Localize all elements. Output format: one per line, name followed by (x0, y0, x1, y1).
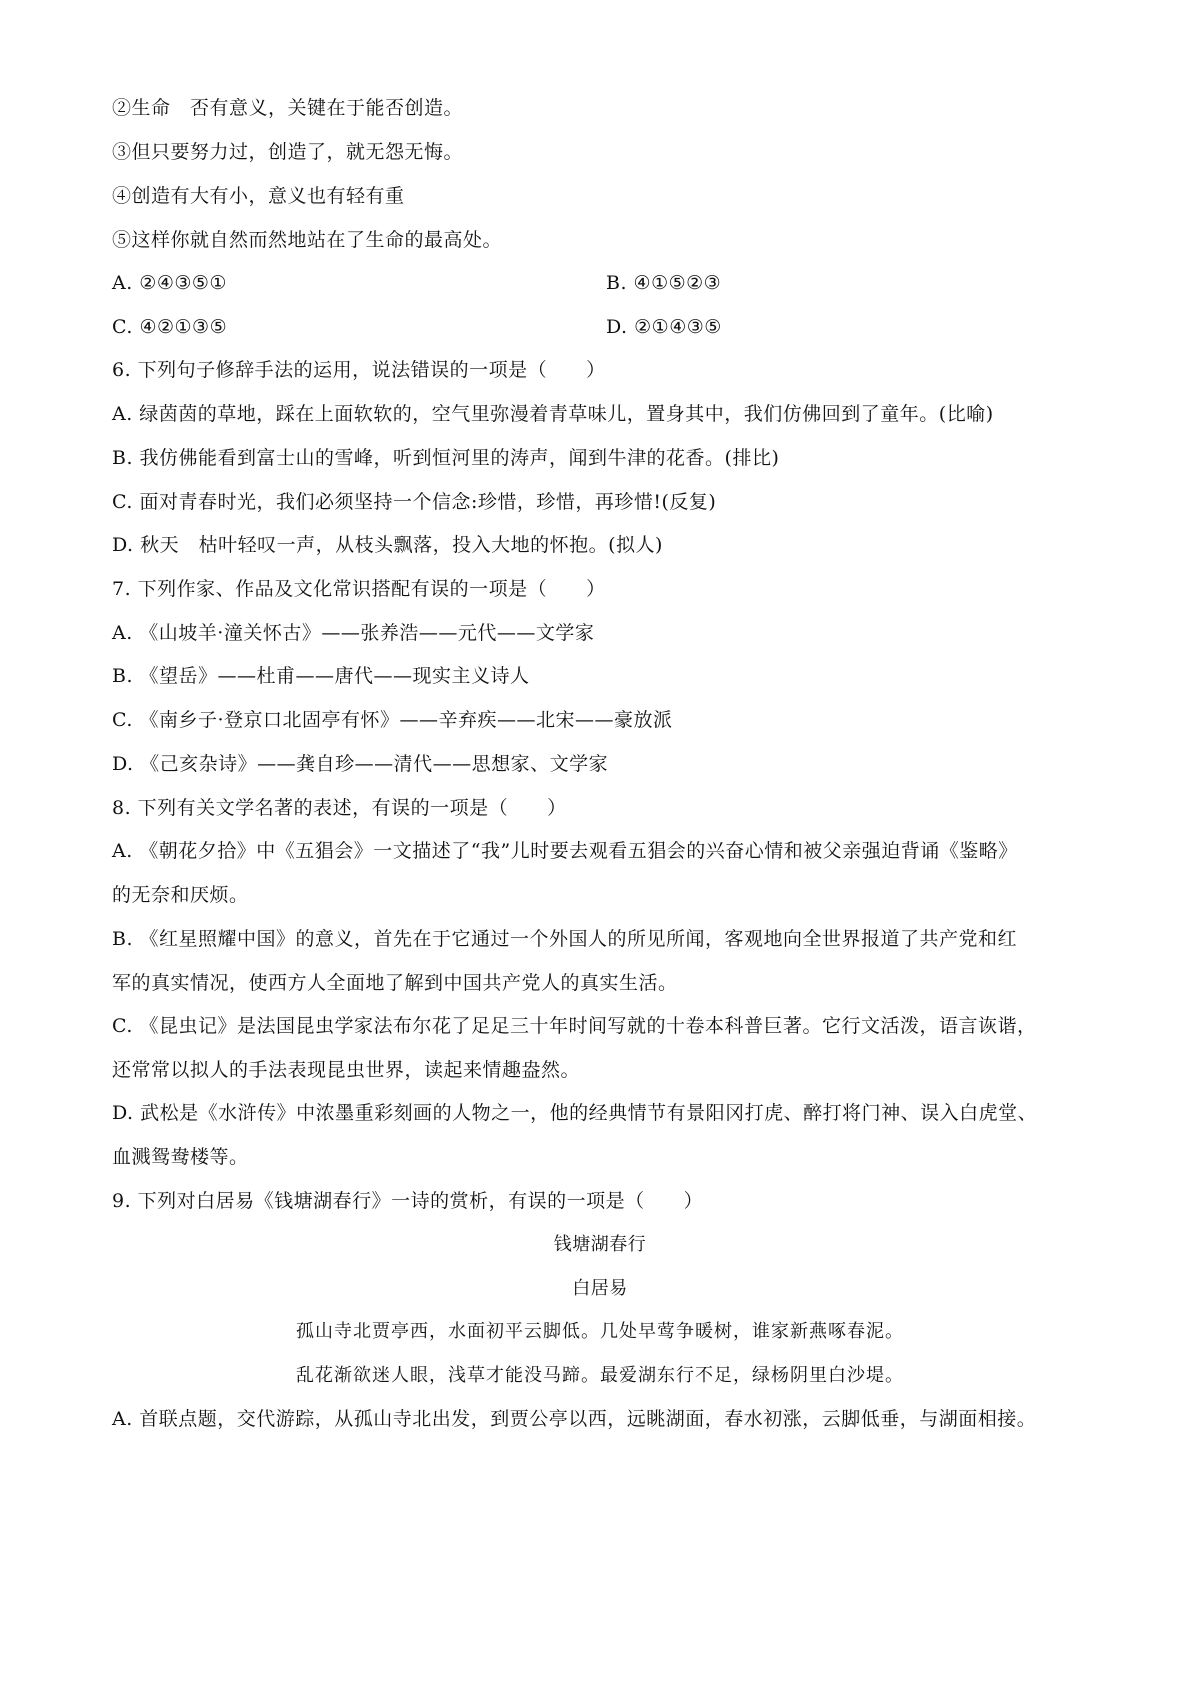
q7-option-b: B. 《望岳》——杜甫——唐代——现实主义诗人 (112, 665, 530, 687)
poem-line-2: 乱花渐欲迷人眼，浅草才能没马蹄。最爱湖东行不足，绿杨阴里白沙堤。 (296, 1365, 904, 1386)
q8-option-b-line1: B. 《红星照耀中国》的意义，首先在于它通过一个外国人的所见所闻，客观地向全世界报道了共产党和红 (112, 928, 1018, 950)
q8-option-d-line2: 血溅鸳鸯楼等。 (112, 1146, 249, 1168)
q5-item-2: ②生命 否有意义，关键在于能否创造。 (112, 97, 464, 119)
q8-option-d-line1: D. 武松是《水浒传》中浓墨重彩刻画的人物之一，他的经典情节有景阳冈打虎、醉打将门神、误入白虎堂、 (112, 1102, 1038, 1124)
q7-option-d: D. 《己亥杂诗》——龚自珍——清代——思想家、文学家 (112, 753, 609, 775)
q5-item-3: ③但只要努力过，创造了，就无怨无悔。 (112, 141, 464, 163)
q7-stem: 7. 下列作家、作品及文化常识搭配有误的一项是（ ） (112, 578, 606, 600)
q8-option-c-line1: C. 《昆虫记》是法国昆虫学家法布尔花了足足三十年时间写就的十卷本科普巨著。它行文活泼，语言诙谐， (112, 1015, 1037, 1037)
q5-option-c: C. ④②①③⑤ (112, 316, 228, 338)
q8-option-a-line1: A. 《朝花夕拾》中《五猖会》一文描述了“我”儿时要去观看五猖会的兴奋心情和被父亲强迫背诵《鉴略》 (112, 840, 1018, 862)
q6-option-b: B. 我仿佛能看到富士山的雪峰，听到恒河里的涛声，闻到牛津的花香。(排比) (112, 447, 780, 469)
poem-title: 钱塘湖春行 (553, 1234, 647, 1255)
q8-option-b-line2: 军的真实情况，使西方人全面地了解到中国共产党人的真实生活。 (112, 972, 678, 994)
q5-item-5: ⑤这样你就自然而然地站在了生命的最高处。 (112, 229, 503, 251)
q5-option-d: D. ②①④③⑤ (606, 316, 722, 338)
q8-stem: 8. 下列有关文学名著的表述，有误的一项是（ ） (112, 797, 567, 819)
poem-author: 白居易 (572, 1278, 628, 1299)
poem-line-1: 孤山寺北贾亭西，水面初平云脚低。几处早莺争暖树，谁家新燕啄春泥。 (296, 1321, 904, 1342)
q6-stem: 6. 下列句子修辞手法的运用，说法错误的一项是（ ） (112, 359, 606, 381)
q9-stem: 9. 下列对白居易《钱塘湖春行》一诗的赏析，有误的一项是（ ） (112, 1190, 704, 1212)
q7-option-a: A. 《山坡羊·潼关怀古》——张养浩——元代——文学家 (112, 622, 595, 644)
q6-option-a: A. 绿茵茵的草地，踩在上面软软的，空气里弥漫着青草味儿，置身其中，我们仿佛回到了童年。(比喻) (112, 403, 994, 425)
q5-item-4: ④创造有大有小，意义也有轻有重 (112, 185, 405, 207)
q5-option-a: A. ②④③⑤① (112, 272, 227, 294)
q6-option-c: C. 面对青春时光，我们必须坚持一个信念:珍惜，珍惜，再珍惜!(反复) (112, 491, 717, 513)
q8-option-c-line2: 还常常以拟人的手法表现昆虫世界，读起来情趣盎然。 (112, 1059, 581, 1081)
q5-option-b: B. ④①⑤②③ (606, 272, 722, 294)
q7-option-c: C. 《南乡子·登京口北固亭有怀》——辛弃疾——北宋——豪放派 (112, 709, 673, 731)
q8-option-a-line2: 的无奈和厌烦。 (112, 884, 249, 906)
q9-option-a: A. 首联点题，交代游踪，从孤山寺北出发，到贾公亭以西，远眺湖面，春水初涨，云脚低垂，与湖面相接。 (112, 1408, 1037, 1430)
q6-option-d: D. 秋天 枯叶轻叹一声，从枝头飘落，投入大地的怀抱。(拟人) (112, 534, 663, 556)
